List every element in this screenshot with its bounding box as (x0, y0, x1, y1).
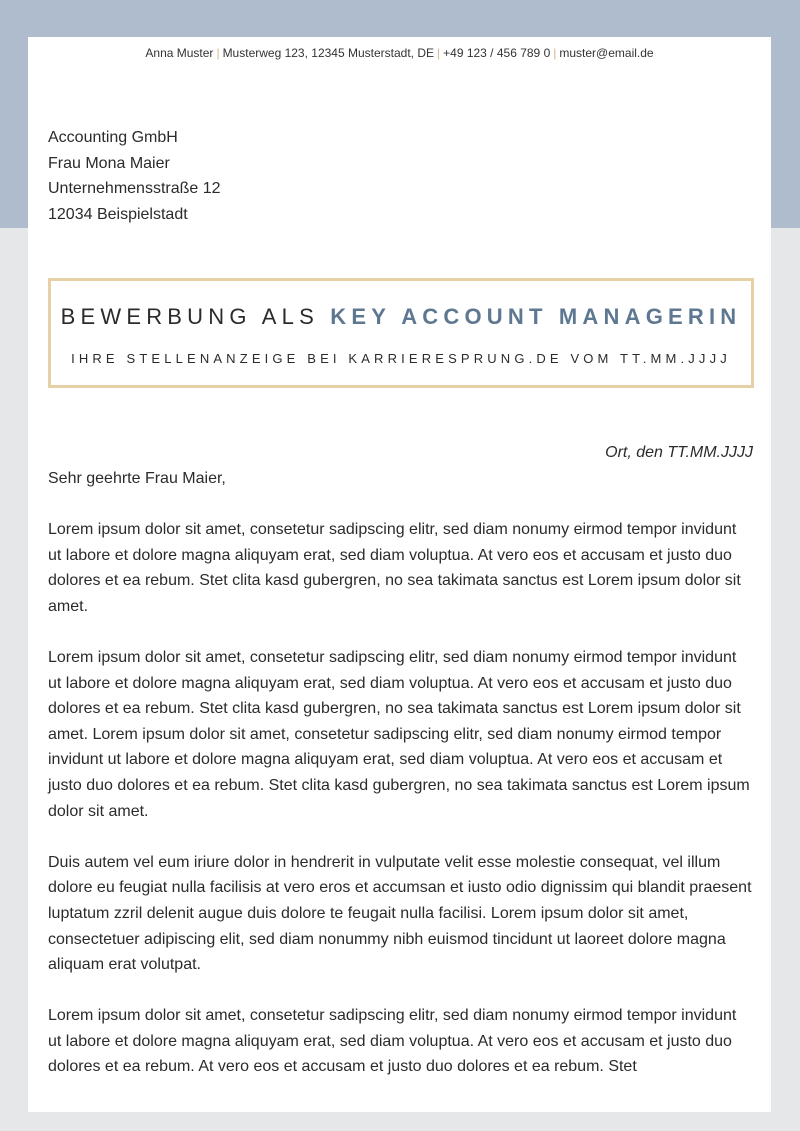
body-paragraph: Duis autem vel eum iriure dolor in hendrerit in vulputate velit esse molestie consequat, vel illum dolore eu feugiat nulla facilisis at vero eros et accumsan et iusto odio dignissim qui blandit praesent luptatum zzril delenit augue duis dolore te feugait nulla facilisi. Lorem ipsum dolor sit amet, consectetuer adipiscing elit, sed diam nonummy nibh euismod tincidunt ut laoreet dolore magna aliquam erat volutpat. (48, 853, 752, 974)
subject-position: KEY ACCOUNT MANAGERIN (330, 304, 742, 329)
recipient-contact: Frau Mona Maier (48, 154, 170, 172)
sender-contact-line (28, 46, 771, 60)
contact-separator: | (553, 46, 557, 60)
subject-title (51, 304, 751, 330)
sender-address: Musterweg 123, 12345 Musterstadt, DE (222, 46, 435, 60)
sender-phone: +49 123 / 456 789 0 (443, 46, 551, 60)
subject-prefix: BEWERBUNG ALS (60, 304, 319, 329)
sender-email: muster@email.de (559, 46, 654, 60)
recipient-city: 12034 Beispielstadt (48, 205, 188, 223)
body-paragraph: Lorem ipsum dolor sit amet, consetetur sadipscing elitr, sed diam nonumy eirmod tempor invidunt ut labore et dolore magna aliquyam erat, sed diam voluptua. At vero eos et accusam et justo duo dolores et ea rebum. Stet clita kasd gubergren, no sea takimata sanctus est Lorem ipsum dolor sit amet. (48, 521, 741, 615)
body-paragraph: Lorem ipsum dolor sit amet, consetetur sadipscing elitr, sed diam nonumy eirmod tempor invidunt ut labore et dolore magna aliquyam erat, sed diam voluptua. At vero eos et accusam et justo duo dolores et ea rebum. Stet clita kasd gubergren, no sea takimata sanctus est Lorem ipsum dolor sit amet. Lorem ipsum dolor sit amet, consetetur sadipscing elitr, sed diam nonumy eirmod tempor invidunt ut labore et dolore magna aliquyam erat, sed diam voluptua. At vero eos et accusam et justo duo dolores et ea rebum. Stet clita kasd gubergren, no sea takimata sanctus est Lorem ipsum dolor sit amet. (48, 648, 750, 820)
subject-reference: IHRE STELLENANZEIGE BEI KARRIERESPRUNG.DE VOM TT.MM.JJJJ (71, 351, 731, 366)
letter-date: Ort, den TT.MM.JJJJ (605, 444, 753, 461)
sender-name: Anna Muster (145, 46, 214, 60)
recipient-address (48, 125, 221, 227)
subject-box (48, 278, 754, 388)
body-paragraph: Lorem ipsum dolor sit amet, consetetur sadipscing elitr, sed diam nonumy eirmod tempor invidunt ut labore et dolore magna aliquyam erat, sed diam voluptua. At vero eos et accusam et justo duo dolores et ea rebum. At vero eos et accusam et justo duo dolores et ea rebum. Stet (48, 1007, 737, 1076)
salutation: Sehr geehrte Frau Maier, (48, 470, 226, 487)
recipient-company: Accounting GmbH (48, 129, 178, 146)
letter-body (48, 517, 753, 1106)
letter-page (28, 37, 771, 1112)
contact-separator: | (216, 46, 220, 60)
contact-separator: | (437, 46, 441, 60)
recipient-street: Unternehmensstraße 12 (48, 180, 221, 197)
